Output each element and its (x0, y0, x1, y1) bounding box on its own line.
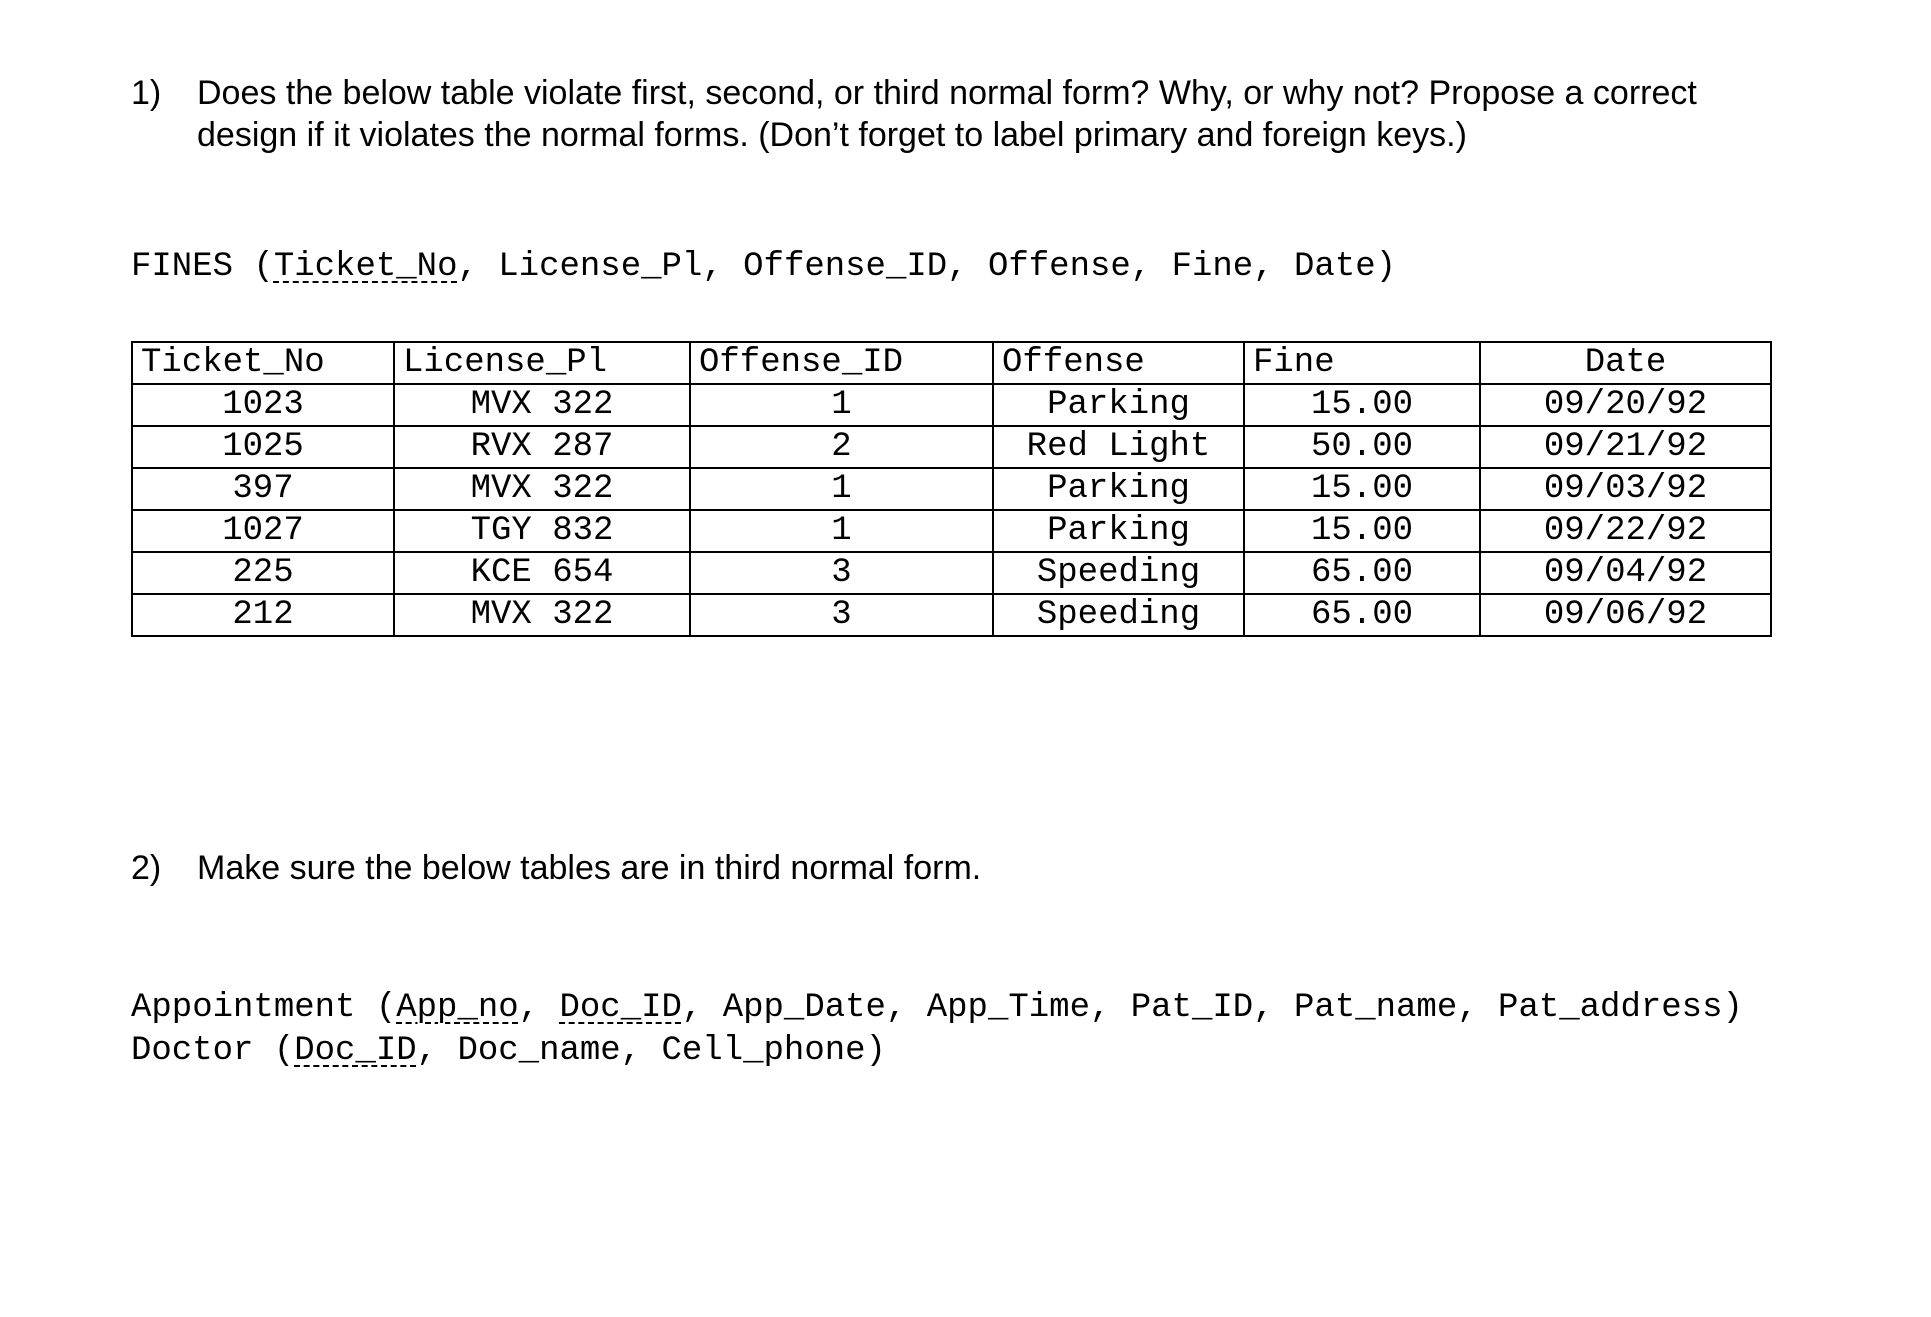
cell-ticket-no: 397 (132, 468, 394, 510)
doctor-schema (131, 1032, 886, 1070)
cell-fine: 15.00 (1244, 468, 1480, 510)
cell-date: 09/21/92 (1480, 426, 1771, 468)
table-row (132, 510, 1771, 552)
cell-fine: 50.00 (1244, 426, 1480, 468)
cell-license-pl: MVX 322 (394, 468, 690, 510)
appointment-primary-key-app-no: App_no (396, 989, 519, 1027)
cell-license-pl: MVX 322 (394, 384, 690, 426)
cell-offense: Speeding (993, 552, 1244, 594)
header-offense: Offense (993, 342, 1244, 384)
cell-date: 09/03/92 (1480, 468, 1771, 510)
cell-ticket-no: 212 (132, 594, 394, 636)
cell-offense-id: 3 (690, 552, 993, 594)
cell-date: 09/22/92 (1480, 510, 1771, 552)
cell-offense: Red Light (993, 426, 1244, 468)
cell-ticket-no: 1027 (132, 510, 394, 552)
table-row (132, 468, 1771, 510)
appointment-schema-attributes: , App_Date, App_Time, Pat_ID, Pat_name, Pat_address) (681, 989, 1743, 1027)
cell-date: 09/04/92 (1480, 552, 1771, 594)
question-1-line-1: Does the below table violate first, second, or third normal form? Why, or why not? Propose a correct (197, 74, 1697, 112)
header-license-pl: License_Pl (394, 342, 690, 384)
doctor-schema-open: ( (253, 1032, 295, 1070)
appointment-primary-key-doc-id: Doc_ID (559, 989, 682, 1027)
appointment-schema (131, 989, 1743, 1027)
cell-fine: 15.00 (1244, 384, 1480, 426)
appointment-schema-name: Appointment (131, 989, 356, 1027)
table-row (132, 552, 1771, 594)
doctor-schema-attributes: , Doc_name, Cell_phone) (416, 1032, 886, 1070)
cell-offense-id: 3 (690, 594, 993, 636)
header-fine: Fine (1244, 342, 1480, 384)
question-1 (131, 72, 1891, 156)
cell-date: 09/06/92 (1480, 594, 1771, 636)
cell-fine: 65.00 (1244, 594, 1480, 636)
question-1-line-2: design if it violates the normal forms. (Don’t forget to label primary and foreign keys.) (197, 116, 1467, 154)
cell-offense: Parking (993, 510, 1244, 552)
fines-schema (131, 248, 1396, 286)
cell-license-pl: KCE 654 (394, 552, 690, 594)
cell-offense-id: 1 (690, 510, 993, 552)
cell-license-pl: RVX 287 (394, 426, 690, 468)
question-2-text: Make sure the below tables are in third normal form. (197, 849, 982, 887)
cell-offense-id: 1 (690, 468, 993, 510)
cell-offense-id: 2 (690, 426, 993, 468)
doctor-primary-key: Doc_ID (294, 1032, 417, 1070)
header-date: Date (1480, 342, 1771, 384)
header-ticket-no: Ticket_No (132, 342, 394, 384)
cell-license-pl: TGY 832 (394, 510, 690, 552)
appointment-schema-separator: , (518, 989, 560, 1027)
fines-table-header-row (132, 342, 1771, 384)
table-row (132, 594, 1771, 636)
cell-offense: Speeding (993, 594, 1244, 636)
fines-schema-attributes: , License_Pl, Offense_ID, Offense, Fine, Date) (457, 248, 1397, 286)
cell-license-pl: MVX 322 (394, 594, 690, 636)
question-2 (131, 847, 1891, 889)
header-offense-id: Offense_ID (690, 342, 993, 384)
fines-schema-name: FINES (131, 248, 234, 286)
cell-fine: 65.00 (1244, 552, 1480, 594)
fines-schema-primary-key: Ticket_No (273, 248, 458, 286)
doctor-schema-name: Doctor (131, 1032, 254, 1070)
question-1-number: 1) (131, 74, 162, 112)
cell-date: 09/20/92 (1480, 384, 1771, 426)
appointment-schema-open: ( (355, 989, 397, 1027)
table-row (132, 426, 1771, 468)
fines-table (131, 341, 1772, 637)
table-row (132, 384, 1771, 426)
question-1-text (197, 72, 1891, 156)
cell-ticket-no: 1025 (132, 426, 394, 468)
cell-ticket-no: 225 (132, 552, 394, 594)
question-2-number: 2) (131, 849, 162, 887)
fines-schema-open: ( (233, 248, 274, 286)
cell-fine: 15.00 (1244, 510, 1480, 552)
cell-offense: Parking (993, 468, 1244, 510)
cell-offense: Parking (993, 384, 1244, 426)
cell-offense-id: 1 (690, 384, 993, 426)
cell-ticket-no: 1023 (132, 384, 394, 426)
